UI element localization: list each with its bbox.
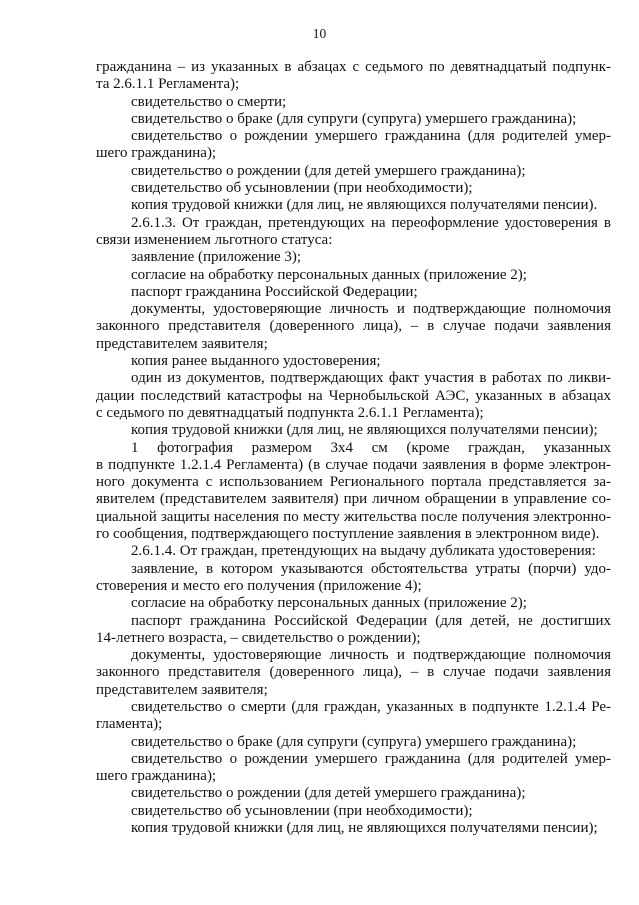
text-line: гражданина – из указанных в абзацах с седьмого по девятнадцатый подпунк-: [96, 59, 611, 75]
text-line: копия трудовой книжки (для лиц, не являющихся получателями пенсии);: [131, 422, 598, 439]
text-line: представителем заявителя;: [96, 335, 268, 352]
text-line: свидетельство об усыновлении (при необходимости);: [131, 802, 473, 819]
text-line: свидетельство об усыновлении (при необходимости);: [131, 180, 473, 197]
text-line: паспорт гражданина Российской Федерации (для детей, не достигших: [131, 612, 611, 629]
text-line: свидетельство о рождении умершего гражданина (для родителей умер-: [131, 128, 611, 145]
text-line: паспорт гражданина Российской Федерации;: [131, 283, 418, 300]
text-line: 2.6.1.3. От граждан, претендующих на переоформление удостоверения в: [131, 214, 611, 231]
text-line: свидетельство о рождении (для детей умершего гражданина);: [131, 162, 526, 179]
text-line: та 2.6.1.1 Регламента);: [96, 76, 240, 93]
text-line: шего гражданина);: [96, 145, 217, 162]
text-line: 1 фотография размером 3х4 см (кроме граждан, указанных: [131, 439, 611, 456]
text-line: 14-летнего возраста, – свидетельство о рождении);: [96, 629, 421, 646]
page-number: 10: [312, 26, 327, 41]
text-line: документы, удостоверяющие личность и подтверждающие полномочия: [131, 301, 611, 318]
text-line: свидетельство о рождении (для детей умершего гражданина);: [131, 785, 526, 802]
text-line: в подпункте 1.2.1.4 Регламента) (в случае подачи заявления в форме электрон-: [96, 456, 611, 473]
text-line: ного документа с использованием Регионального портала представляется за-: [96, 474, 611, 491]
text-line: с седьмого по девятнадцатый подпункта 2.6.1.1 Регламента);: [96, 404, 484, 421]
text-line: один из документов, подтверждающих факт участия в работах по ликви-: [131, 370, 611, 387]
text-line: связи изменением льготного статуса:: [96, 231, 333, 248]
text-line: циальной защиты населения по месту жительства после получения электронно-: [96, 508, 611, 525]
text-line: заявление, в котором указываются обстоятельства утраты (порчи) удо-: [131, 560, 611, 577]
text-line: копия трудовой книжки (для лиц, не являющихся получателями пенсии).: [131, 197, 598, 214]
text-line: законного представителя (доверенного лица), – в случае подачи заявления: [96, 318, 611, 335]
text-line: документы, удостоверяющие личность и подтверждающие полномочия: [131, 647, 611, 664]
text-line: стоверения и место его получения (приложение 4);: [96, 577, 422, 594]
text-line: явителем (представителем заявителя) при личном обращении в управление со-: [96, 491, 611, 508]
text-line: гламента);: [96, 716, 163, 733]
text-line: свидетельство о браке (для супруги (супруга) умершего гражданина);: [131, 110, 577, 127]
document-body: [96, 59, 611, 837]
text-line: 2.6.1.4. От граждан, претендующих на выдачу дубликата удостоверения:: [131, 543, 596, 560]
text-line: свидетельство о смерти;: [131, 93, 287, 110]
text-line: дации последствий катастрофы на Чернобыльской АЭС, указанных в абзацах: [96, 387, 611, 404]
text-line: свидетельство о смерти (для граждан, указанных в подпункте 1.2.1.4 Ре-: [131, 698, 611, 715]
text-line: свидетельство о рождении умершего гражданина (для родителей умер-: [131, 750, 611, 767]
text-line: копия трудовой книжки (для лиц, не являющихся получателями пенсии);: [131, 820, 598, 837]
text-line: согласие на обработку персональных данных (приложение 2);: [131, 266, 527, 283]
text-line: го сообщения, подтверждающего поступление заявления в электронном виде).: [96, 526, 600, 543]
text-line: заявление (приложение 3);: [131, 249, 302, 266]
text-line: шего гражданина);: [96, 768, 217, 785]
text-line: законного представителя (доверенного лица), – в случае подачи заявления: [96, 664, 611, 681]
text-line: согласие на обработку персональных данных (приложение 2);: [131, 595, 527, 612]
text-line: представителем заявителя;: [96, 681, 268, 698]
text-line: копия ранее выданного удостоверения;: [131, 353, 381, 370]
text-line: свидетельство о браке (для супруги (супруга) умершего гражданина);: [131, 733, 577, 750]
